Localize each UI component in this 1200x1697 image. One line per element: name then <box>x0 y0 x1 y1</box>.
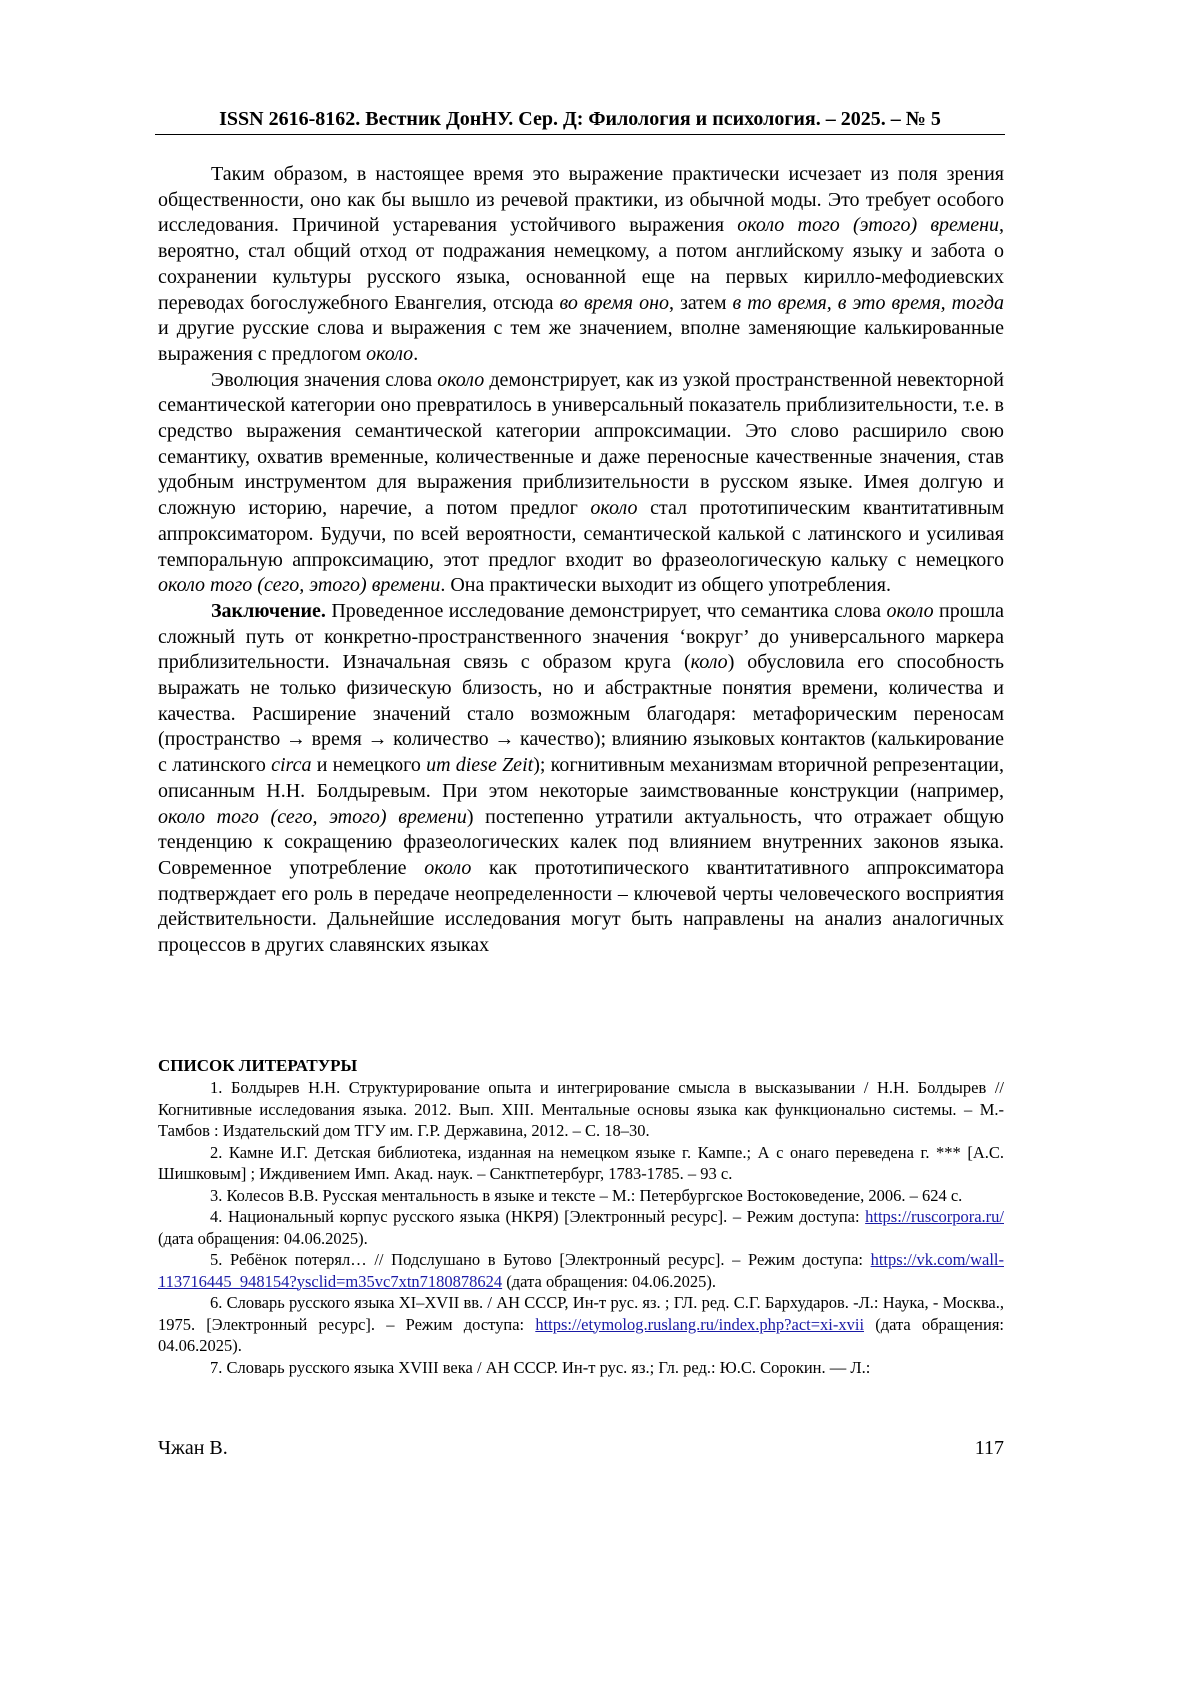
italic-term: около <box>437 368 485 391</box>
reference-link[interactable]: https://vk.com/wall-113716445_948154?ysclid=m35vc7xtn7180878624 <box>158 1250 1004 1291</box>
italic-term: около того (этого) времени <box>737 214 999 237</box>
italic-term: коло <box>690 651 728 674</box>
text-run: ) постепенно утратили актуальность, что отражает общую тенденцию к сокращению фразеологических калек под влиянием внутренних законов языка. Современное употребление <box>158 805 1004 879</box>
italic-term: около <box>590 497 638 520</box>
italic-term: circa <box>271 754 312 777</box>
text-run: прошла сложный путь от конкретно-пространственного значения ‘вокруг’ до универсального маркера приблизительности. Изначальная связь с образом круга ( <box>158 599 1004 674</box>
references-heading: СПИСОК ЛИТЕРАТУРЫ <box>158 1056 358 1075</box>
text-run: и немецкого <box>311 754 427 777</box>
italic-term: около того (сего, этого) времени <box>158 574 441 597</box>
italic-term: во время оно <box>559 291 669 314</box>
text-run: (дата обращения: 04.06.2025). <box>158 1228 368 1248</box>
text-run: . Она практически выходит из общего употребления. <box>440 574 891 597</box>
article-body <box>158 162 1004 959</box>
text-run: Таким образом, в настоящее время это выражение практически исчезает из поля зрения общественности, оно как бы вышло из речевой практики, из обычной моды. Это требует особого исследования. Причиной устаревания устойчивого выражения <box>158 163 1004 237</box>
text-run: (дата обращения: 04.06.2025). <box>158 1314 1004 1355</box>
references-list <box>158 1077 1004 1378</box>
text-run: 7. Словарь русского языка XVIII века / АН СССР. Ин-т рус. яз.; Гл. ред.: Ю.С. Сорокин. — Л.: <box>210 1357 871 1377</box>
text-run: 4. Национальный корпус русского языка (НКРЯ) [Электронный ресурс]. – Режим доступа: <box>210 1207 866 1226</box>
page-footer <box>158 1437 1004 1460</box>
italic-term: около <box>886 599 934 622</box>
journal-header: ISSN 2616-8162. Вестник ДонНУ. Сер. Д: Филология и психология. – 2025. – № 5 <box>155 108 1005 135</box>
text-run: стал прототипическим квантитативным аппроксиматором. Будучи, по всей вероятности, семантической калькой с латинского и усиливая темпоральную аппроксимацию, этот предлог входит во фразеологическую кальку с немецкого <box>158 497 1004 571</box>
text-run: Проведенное исследование демонстрирует, что семантика слова <box>325 599 887 622</box>
paragraph <box>158 599 1004 959</box>
reference-item <box>158 1357 1004 1379</box>
italic-term: um diese Zeit <box>426 754 534 777</box>
italic-term: около <box>366 342 414 365</box>
reference-link[interactable]: https://ruscorpora.ru/ <box>865 1207 1004 1226</box>
reference-item <box>158 1206 1004 1249</box>
italic-term: около <box>424 856 472 879</box>
reference-item <box>158 1185 1004 1207</box>
text-run: 2. Камне И.Г. Детская библиотека, изданная на немецком языке г. Кампе.; А с онаго переведена г. *** [А.С. Шишковым] ; Иждивением Имп. Акад. наук. – Санктпетербург, 1783-1785. – 93 с. <box>158 1142 1004 1183</box>
text-run: ) обусловила его способность выражать не только физическую близость, но и абстрактные понятия времени, количества и качества. Расширение значений стало возможным благодаря: метафорическим переносам (пространство → время → количество → качество); влиянию языковых контактов (калькирование с латинского <box>158 651 1004 777</box>
text-run: ); когнитивным механизмам вторичной репрезентации, описанным Н.Н. Болдыревым. При этом некоторые заимствованные конструкции (например, <box>158 754 1004 802</box>
reference-link[interactable]: https://etymolog.ruslang.ru/index.php?act=xi-xvii <box>535 1314 865 1334</box>
reference-item <box>158 1292 1004 1357</box>
reference-item <box>158 1142 1004 1185</box>
text-run: , вероятно, стал общий отход от подражания немецкому, а потом английскому языку и забота о сохранении культуры русского языка, основанной еще на первых кирилло-мефодиевских переводах богослужебного Евангелия, отсюда <box>158 214 1004 314</box>
text-run: 1. Болдырев Н.Н. Структурирование опыта и интегрирование смысла в высказывании / Н.Н. Болдырев // Когнитивные исследования языка. 2012. Вып. XIII. Ментальные основы языка как функционально системы. – М.-Тамбов : Издательский дом ТГУ им. Г.Р. Державина, 2012. – С. 18–30. <box>158 1078 1004 1140</box>
reference-item <box>158 1249 1004 1292</box>
text-run: демонстрирует, как из узкой пространственной невекторной семантической категории оно превратилось в универсальный показатель приблизительности, т.е. в средство выражения семантической категории аппроксимации. Это слово расширило свою семантику, охватив временные, количественные и даже переносные качественные значения, став удобным инструментом для выражения приблизительности в русском языке. Имея долгую и сложную историю, наречие, а потом предлог <box>158 368 1004 520</box>
paragraph <box>158 162 1004 368</box>
paragraph <box>158 368 1004 599</box>
text-run: как прототипического квантитативного аппроксиматора подтверждает его роль в передаче неопределенности – ключевой черты человеческого восприятия действительности. Дальнейшие исследования могут быть направлены на анализ аналогичных процессов в других славянских языках <box>158 856 1004 957</box>
text-run: . <box>413 342 419 365</box>
page-number: 117 <box>974 1437 1004 1459</box>
text-run: Эволюция значения слова <box>211 368 438 391</box>
text-run: , затем <box>669 291 733 314</box>
bold-heading: Заключение. <box>211 599 326 622</box>
reference-item <box>158 1077 1004 1142</box>
text-run: (дата обращения: 04.06.2025). <box>502 1271 717 1291</box>
italic-term: в то время, в это время, тогда <box>732 291 1004 314</box>
footer-author: Чжан В. <box>158 1437 228 1459</box>
text-run: 3. Колесов В.В. Русская ментальность в языке и тексте – М.: Петербургское Востоковедение, 2006. – 624 с. <box>210 1185 963 1205</box>
text-run: 6. Словарь русского языка XI–XVII вв. / АН СССР, Ин-т рус. яз. ; ГЛ. ред. С.Г. Бархударов. -Л.: Наука, - Москва., 1975. [Электронный ресурс]. – Режим доступа: <box>158 1293 1004 1334</box>
text-run: и другие русские слова и выражения с тем же значением, вполне заменяющие калькированные выражения с предлогом <box>158 317 1004 365</box>
italic-term: около того (сего, этого) времени <box>158 805 467 828</box>
text-run: 5. Ребёнок потерял… // Подслушано в Бутово [Электронный ресурс]. – Режим доступа: <box>210 1250 871 1269</box>
